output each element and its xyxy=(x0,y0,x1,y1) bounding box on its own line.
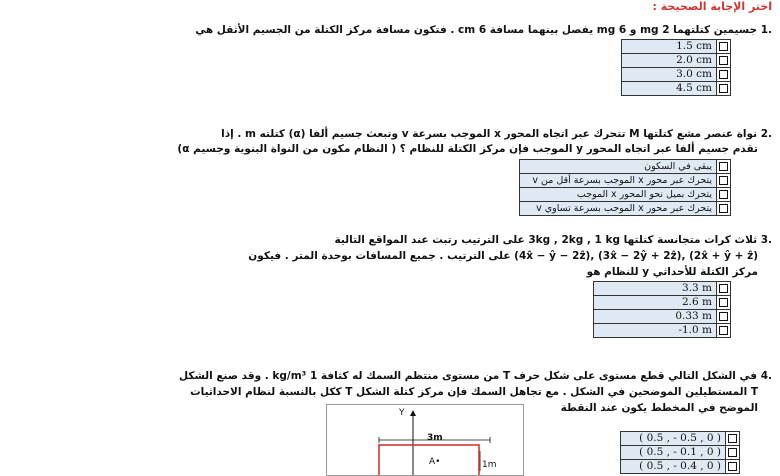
question-3-options xyxy=(593,281,731,338)
question-4-line-1: في الشكل التالي قطع مستوى على شكل حرف T من مستوى منتظم السمك له كثافة 1 kg/m³ . وقد صنع الشكل xyxy=(179,370,758,382)
option-row[interactable] xyxy=(594,324,731,338)
question-2-number: .2 xyxy=(760,128,772,140)
option-text: ( 0.5 , - 0.4 , 0 ) xyxy=(621,460,726,474)
option-text: 4.5 cm xyxy=(622,82,717,96)
option-row[interactable] xyxy=(594,282,731,296)
checkbox[interactable] xyxy=(728,434,737,443)
checkbox[interactable] xyxy=(719,70,728,79)
option-text: 2.0 cm xyxy=(622,54,717,68)
option-row[interactable] xyxy=(622,40,731,54)
option-row[interactable] xyxy=(520,202,731,216)
t-shape-figure xyxy=(326,404,524,476)
option-text: ( 0.5 , - 0.5 , 0 ) xyxy=(621,432,726,446)
question-4-line-2: T المستطيلين الموضحين في الشكل . مع تجاهل السمك فإن مركز كتلة الشكل T ككل بالنسبة لنظام الاحداثيات xyxy=(190,386,758,398)
question-2-options xyxy=(519,159,731,216)
question-3-line-1: ثلاث كرات متجانسة كتلتها 3kg , 2kg , 1 kg على الترتيب رتبت عند المواقع التالية xyxy=(334,234,758,246)
checkbox[interactable] xyxy=(719,298,728,307)
option-text: 1.5 cm xyxy=(622,40,717,54)
option-row[interactable] xyxy=(622,68,731,82)
checkbox[interactable] xyxy=(728,462,737,471)
option-text: يتحرك عبر محور x الموجب بسرعة أقل من v xyxy=(520,174,717,188)
question-1-options xyxy=(621,39,731,96)
checkbox[interactable] xyxy=(728,448,737,457)
checkbox[interactable] xyxy=(719,284,728,293)
question-4-text xyxy=(179,370,772,383)
option-row[interactable] xyxy=(621,432,740,446)
option-text: 3.0 cm xyxy=(622,68,717,82)
question-2-line-1: نواة عنصر مشع كتلتها M تتحرك عبر اتجاه المحور x الموجب بسرعة v وتبعث جسيم ألفا (α) كتلته m . إذا xyxy=(221,128,758,140)
option-row[interactable] xyxy=(520,174,731,188)
option-row[interactable] xyxy=(621,446,740,460)
y-axis-label: Y xyxy=(399,408,405,418)
checkbox[interactable] xyxy=(719,42,728,51)
instructions-heading: اختر الإجابة الصحيحة : xyxy=(652,0,772,13)
option-row[interactable] xyxy=(594,296,731,310)
option-row[interactable] xyxy=(520,188,731,202)
option-row[interactable] xyxy=(520,160,731,174)
question-3-number: .3 xyxy=(760,234,772,246)
checkbox[interactable] xyxy=(719,326,728,335)
checkbox[interactable] xyxy=(719,56,728,65)
option-text: يتحرك بميل نحو المحور x الموجب xyxy=(520,188,717,202)
point-a-label: •A xyxy=(429,457,441,467)
checkbox[interactable] xyxy=(719,176,728,185)
option-text: ( 0.5 , - 0.1 , 0 ) xyxy=(621,446,726,460)
width-label: 3m xyxy=(427,433,443,443)
question-4-options xyxy=(620,431,740,474)
height-label: 1m xyxy=(482,460,497,470)
question-1-text xyxy=(195,24,772,37)
question-1-number: .1 xyxy=(760,24,772,36)
question-1-line-1: جسيمين كتلتهما 2 mg و 6 mg يفصل بينهما مسافة 6 cm . فتكون مسافة مركز الكتلة من الجسيم الأثقل هي xyxy=(195,24,758,36)
option-row[interactable] xyxy=(622,82,731,96)
option-text: يتحرك عبر محور x الموجب بسرعة تساوي v xyxy=(520,202,717,216)
question-3-line-3: مركز الكتلة للأحداثي y للنظام هو xyxy=(586,266,758,278)
option-row[interactable] xyxy=(622,54,731,68)
option-text: يبقى في السكون xyxy=(520,160,717,174)
option-row[interactable] xyxy=(621,460,740,474)
question-4-number: .4 xyxy=(760,370,772,382)
checkbox[interactable] xyxy=(719,312,728,321)
option-row[interactable] xyxy=(594,310,731,324)
option-text: 3.3 m xyxy=(594,282,717,296)
question-2-line-2: تقدم جسيم ألفا عبر اتجاه المحور y الموجب فإن مركز الكتلة للنظام ؟ ( النظام مكون من النواة البنوية وجسيم α) xyxy=(177,143,758,155)
question-3-line-2: (2x̂ + ŷ + ẑ) ,(3x̂ − 2ŷ + 2ẑ) ,(4x̂ − ŷ − 2ẑ) على الترتيب . جميع المسافات بوحدة المتر . فيكون xyxy=(248,250,758,262)
checkbox[interactable] xyxy=(719,84,728,93)
question-2-text xyxy=(221,128,772,141)
option-text: 2.6 m xyxy=(594,296,717,310)
option-text: -1.0 m xyxy=(594,324,717,338)
checkbox[interactable] xyxy=(719,204,728,213)
checkbox[interactable] xyxy=(719,162,728,171)
option-text: 0.33 m xyxy=(594,310,717,324)
question-4-line-3: الموضح في المخطط يكون عند النقطة xyxy=(560,402,758,414)
question-3-text xyxy=(335,234,772,247)
checkbox[interactable] xyxy=(719,190,728,199)
